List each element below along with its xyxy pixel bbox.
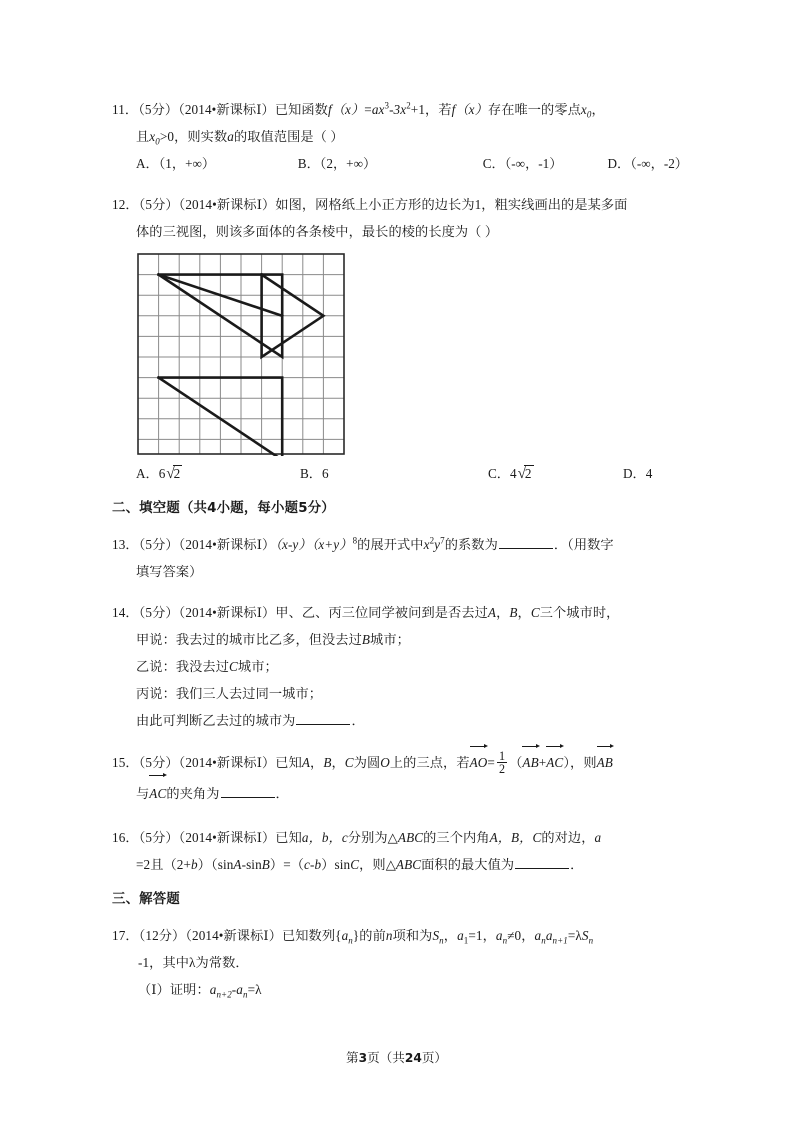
q17-an3: a — [534, 928, 542, 944]
q11-l2-x0-sub: 0 — [155, 136, 160, 147]
q12-option-b-label: B． — [300, 466, 322, 481]
q17-l3-an: a — [236, 982, 243, 998]
question-11-line-2 — [112, 123, 688, 150]
q13-source: （2014•新课标Ⅰ） — [178, 537, 276, 552]
q14-source: （2014•新课标Ⅰ） — [178, 605, 276, 620]
q11-x0-sub: 0 — [586, 109, 592, 120]
q11-option-d-text: （-∞，-2） — [630, 156, 688, 171]
question-14-line-1: 14．（5分）（2014•新课标Ⅰ）甲、乙、丙三位同学被问到是否去过A，B，C三个城市时， — [112, 605, 620, 620]
vector-AC-label: AC — [546, 755, 564, 770]
q13-part-d: ．（用数字 — [553, 537, 614, 552]
q17-source: （2014•新课标Ⅰ） — [185, 928, 282, 944]
q12-option-a[interactable] — [136, 460, 300, 487]
q16-l2-d: -sin — [241, 857, 262, 873]
q15-l1-c: 上的三点，若 — [389, 755, 470, 770]
q16-l2-g: ）sin — [321, 857, 351, 873]
q12-option-a-label: A． — [136, 466, 159, 481]
q17-l1-g: =λ — [567, 928, 582, 944]
footer-prefix: 第 — [345, 1051, 359, 1065]
q11-text-a: 已知函数 — [274, 102, 328, 117]
footer-page-number: 3 — [358, 1051, 368, 1065]
q16-l2-c: ）（sin — [197, 857, 234, 873]
q11-option-b[interactable] — [298, 150, 483, 177]
q16-l1-a: 已知 — [275, 830, 302, 846]
q11-expr-a: ax — [371, 102, 385, 117]
q16-l2-j: ． — [570, 857, 584, 873]
q17-l1-f: ≠0， — [507, 928, 535, 944]
q17-l3-an2-sub: n+2 — [216, 989, 232, 1000]
question-12-line-1: 12．（5分）（2014•新课标Ⅰ）如图，网格纸上小正方形的边长为1，粗实线画出的是某多面 — [112, 197, 628, 212]
q12-source: （2014•新课标Ⅰ） — [178, 197, 276, 212]
spacer-after-q15 — [112, 810, 688, 824]
q15-number: 15 — [112, 755, 126, 770]
q15-point-B: B — [323, 755, 332, 770]
footer-middle: 页（共 — [367, 1051, 405, 1065]
q12-points: （5分） — [138, 197, 179, 212]
q15-point-C: C — [344, 755, 354, 770]
q16-l2-f: - — [310, 857, 315, 873]
q17-an4-sub: n+1 — [552, 935, 568, 946]
vector-AC-2 — [149, 777, 166, 810]
q16-sides: a，b，c — [301, 830, 348, 846]
q16-angles: A，B，C — [489, 830, 542, 846]
vector-AO — [470, 748, 488, 776]
q14-l3-b: 城市； — [237, 659, 278, 674]
q12-option-d[interactable] — [623, 460, 652, 487]
q12-option-d-plain: 4 — [645, 466, 653, 481]
q17-l1-b: }的前 — [352, 928, 386, 944]
q12-option-c-label: C． — [488, 466, 510, 481]
q13-part-b: 的展开式中 — [357, 537, 424, 552]
vector-AB — [522, 748, 538, 776]
q13-text-2: 填写答案） — [136, 564, 203, 579]
q14-l1-b: 三个城市时， — [539, 605, 620, 620]
q11-option-d[interactable] — [608, 150, 688, 177]
q13-answer-blank[interactable] — [499, 537, 553, 549]
q11-expr-c: +1，若 — [410, 102, 452, 117]
question-17 — [112, 922, 688, 1003]
page-content — [112, 96, 688, 1003]
q16-l2-i: 面积的最大值为 — [421, 857, 515, 873]
three-view-grid-figure — [112, 253, 688, 456]
question-14-line-2 — [112, 626, 688, 653]
question-16-line-2 — [112, 851, 688, 878]
fraction-one-half — [497, 750, 507, 776]
q17-an2: a — [495, 928, 503, 944]
q11-option-a[interactable] — [136, 150, 298, 177]
q16-l1-c: 的三个内角 — [423, 830, 490, 846]
q11-option-c-text: （-∞，-1） — [504, 156, 563, 171]
q16-l2-e: ）=（ — [269, 857, 305, 873]
question-11-options — [112, 150, 688, 177]
q11-text-c: ， — [591, 102, 605, 117]
q15-eq: = — [487, 755, 495, 770]
q13-y-sup: 7 — [440, 535, 445, 546]
q17-S2: S — [581, 928, 589, 944]
vector-arrow-icon — [597, 743, 614, 749]
q11-x0: x — [580, 102, 587, 117]
q16-side-a: a — [594, 830, 602, 846]
q13-part-a: （x-y）（x+y） — [275, 537, 353, 552]
q14-sep-1: ， — [496, 605, 510, 620]
q12-option-c-radicand: 2 — [524, 466, 532, 481]
q16-l2-h: ，则 — [359, 857, 386, 873]
question-13-line-2 — [112, 558, 688, 585]
page-footer — [0, 1047, 793, 1066]
q17-an-sub: n — [348, 935, 353, 946]
q11-eq: = — [364, 102, 372, 117]
q17-l3-c: =λ — [247, 982, 262, 998]
q17-l3-a: （Ⅰ）证明： — [138, 982, 210, 998]
vector-AB-label: AB — [522, 755, 539, 770]
q15-sep-1: ， — [310, 755, 324, 770]
q12-text-1: 如图，网格纸上小正方形的边长为1，粗实线画出的是某多面 — [275, 197, 628, 212]
q17-a1: a — [457, 928, 464, 944]
q14-l4: 丙说：我们三人去过同一城市； — [136, 686, 323, 701]
q11-fx2: f（x） — [451, 102, 488, 117]
q11-text-b: 存在唯一的零点 — [487, 102, 581, 117]
q17-S: S — [432, 928, 440, 944]
q11-option-c[interactable] — [483, 150, 608, 177]
q11-points: （5分） — [138, 102, 179, 117]
vector-AC — [546, 748, 563, 776]
q17-an: a — [341, 928, 349, 944]
spacer-after-q13 — [112, 585, 688, 599]
q17-l1-a: 已知数列{ — [281, 928, 342, 944]
vector-AB-2 — [597, 748, 613, 776]
vector-arrow-icon — [522, 743, 539, 749]
q13-x-sup: 2 — [429, 535, 435, 546]
q17-S2-sub: n — [588, 935, 594, 946]
q17-l1-e: =1， — [468, 928, 496, 944]
q14-city-B: B — [509, 605, 518, 620]
grid-lines — [138, 254, 344, 454]
q16-answer-blank[interactable] — [515, 857, 569, 869]
q16-l2-b2: b — [314, 857, 322, 873]
q11-option-b-text: （2，+∞） — [319, 156, 377, 171]
q16-l2-a: =2且（2+ — [136, 857, 192, 873]
q15-plus: + — [538, 755, 547, 770]
q17-number: 17 — [112, 928, 126, 944]
spacer-after-sec3 — [112, 913, 688, 922]
question-17-line-1: 17．（12分）（2014•新课标Ⅰ）已知数列$\{a_n\}$的前n项和为$S_n$，$a_1=1$，$a_n\ne 0$，$a_na_{n+1}=\lambda S_n$ — [112, 928, 594, 946]
question-13 — [112, 531, 688, 585]
q14-sep-2: ， — [517, 605, 531, 620]
q15-answer-blank[interactable] — [221, 786, 275, 798]
footer-suffix: 页） — [421, 1051, 447, 1065]
vector-arrow-icon — [546, 743, 564, 749]
q13-sup-8: 8 — [352, 535, 358, 546]
q12-number: 12 — [112, 197, 126, 212]
q13-y-var: y — [434, 537, 441, 552]
q17-l2: -1，其中λ为常数． — [138, 955, 249, 971]
q15-source: （2014•新课标Ⅰ） — [178, 755, 276, 770]
q16-l1-b: 分别为 — [347, 830, 388, 846]
q11-source: （2014•新课标Ⅰ） — [178, 102, 275, 117]
q11-expr-b-sup: 2 — [406, 100, 411, 111]
spacer-after-sec2 — [112, 522, 688, 531]
q12-option-a-coef: 6 — [158, 466, 166, 481]
q11-option-a-text: （1，+∞） — [158, 156, 216, 171]
vector-AO-label: AO — [469, 755, 488, 770]
q13-points: （5分） — [138, 537, 179, 552]
q17-l3-an-sub: n — [242, 989, 248, 1000]
question-16-line-1: 16．（5分）（2014•新课标Ⅰ）已知a，b，c分别为△ABC的三个内角A，B，C的对边，a — [112, 830, 602, 846]
question-14-line-3 — [112, 653, 688, 680]
q14-l5-b: ． — [351, 713, 365, 728]
q15-circle-O: O — [380, 755, 390, 770]
q14-l2-a: 甲说：我去过的城市比乙多，但没去过 — [136, 632, 362, 647]
q17-l3-b: - — [231, 982, 237, 998]
q15-l1-a: 已知 — [275, 755, 302, 770]
section-2-heading: 二、填空题（共4小题，每小题5分） — [112, 501, 335, 516]
vector-arrow-icon — [470, 743, 489, 749]
q14-l1-a: 甲、乙、丙三位同学被问到是否去过 — [275, 605, 488, 620]
q17-an4: a — [545, 928, 553, 944]
q14-city-A: A — [487, 605, 497, 620]
q17-l3-an2: a — [209, 982, 217, 998]
q13-x-var: x — [423, 537, 430, 552]
q11-l2-c: 的取值范围是（ ） — [233, 129, 344, 144]
spacer-after-q16 — [112, 878, 688, 887]
q12-option-a-radicand: 2 — [173, 466, 181, 481]
question-16 — [112, 824, 688, 878]
q15-l2-c: ． — [275, 786, 289, 802]
question-17-line-2 — [112, 949, 688, 976]
q15-sep-2: ， — [331, 755, 345, 770]
q16-l2-b: b — [191, 857, 198, 873]
q14-points: （5分） — [138, 605, 179, 620]
q17-S-sub: n — [439, 935, 444, 946]
vector-AB-2-label: AB — [596, 755, 613, 770]
q11-number: 11 — [112, 102, 125, 117]
q17-a1-sub: 1 — [463, 935, 469, 946]
q16-points: （5分） — [138, 830, 179, 846]
q15-point-A: A — [301, 755, 311, 770]
q11-expr-a-sup: 3 — [384, 100, 390, 111]
fraction-denominator: 2 — [498, 762, 506, 777]
q17-an3-sub: n — [541, 935, 546, 946]
q11-l2-var: a — [227, 129, 234, 144]
q14-l3-city-C: C — [229, 659, 238, 674]
q16-number: 16 — [112, 830, 126, 846]
q14-city-C: C — [530, 605, 540, 620]
q15-points: （5分） — [138, 755, 179, 770]
question-13-line-1: 13．（5分）（2014•新课标$Ⅰ)(x-y)(x+y)^8$的展开式中$x^2y^7$的系数为 ．（用数字 — [112, 535, 614, 552]
section-3-heading: 三、解答题 — [112, 892, 180, 908]
q11-l2-x0: x — [149, 129, 156, 144]
question-12-line-2 — [112, 218, 688, 245]
q17-an2-sub: n — [502, 935, 508, 946]
q17-l1-c: 项和为 — [392, 928, 433, 944]
q16-l2-B: B — [261, 857, 270, 873]
question-12-options — [112, 460, 688, 487]
q16-l2-c2: c — [304, 857, 311, 873]
q16-l2-A: A — [233, 857, 242, 873]
q12-option-b[interactable] — [300, 460, 488, 487]
q15-l2-a: 与 — [136, 786, 150, 802]
q15-l1-b: 为圆 — [353, 755, 381, 770]
question-14-line-5 — [112, 707, 688, 734]
question-11 — [112, 96, 688, 177]
q16-l2-C: C — [350, 857, 360, 873]
q16-source: （2014•新课标Ⅰ） — [178, 830, 276, 846]
q12-option-c-coef: 4 — [509, 466, 517, 481]
question-15-line-2 — [112, 777, 688, 810]
question-15 — [112, 748, 688, 810]
q11-option-b-label: B． — [297, 156, 320, 171]
q12-option-c[interactable] — [488, 460, 623, 487]
question-14 — [112, 599, 688, 734]
q11-expr-b: -3x — [389, 102, 407, 117]
vector-AC-2-label: AC — [149, 786, 167, 802]
q15-paren-open: （ — [509, 755, 523, 770]
q11-option-d-label: D． — [607, 156, 631, 171]
question-17-line-3 — [112, 976, 688, 1003]
three-view-svg — [137, 253, 345, 456]
q12-text-2: 体的三视图，则该多面体的各条棱中，最长的棱的长度为（ ） — [136, 224, 499, 239]
q12-option-a-radical: √2 — [166, 465, 181, 482]
q17-points: （12分） — [138, 928, 186, 944]
q11-option-a-label: A． — [136, 156, 159, 171]
footer-total-pages: 24 — [404, 1051, 422, 1065]
q16-l1-d: 的对边， — [541, 830, 595, 846]
question-15-line-1: 15．（5分）（2014•新课标Ⅰ）已知A，B，C为圆O上的三点，若 AO= $\frac{1}{2}$ （ AB+ AC），则 AB — [112, 748, 688, 777]
q17-n: n — [385, 928, 393, 944]
question-11-line-1: 11．（5分）（2014•新课标Ⅰ）已知函数$f(x)=ax^3-3x^2+1$，若f（x）存在唯一的零点$x_0$， — [112, 100, 605, 120]
q15-l2-b: 的夹角为 — [166, 786, 220, 802]
q14-l2-city-B: B — [361, 632, 371, 647]
q11-fx: f（x） — [327, 102, 365, 117]
q14-number: 14 — [112, 605, 126, 620]
q14-l3-a: 乙说：我没去过 — [136, 659, 230, 674]
q12-option-b-plain: 6 — [321, 466, 329, 481]
q14-l2-b: 城市； — [370, 632, 410, 647]
q12-option-c-radical: √2 — [517, 465, 532, 482]
q16-triangle-1: △ABC — [387, 830, 424, 846]
question-12 — [112, 191, 688, 487]
spacer-after-q11 — [112, 177, 688, 191]
vector-arrow-icon — [149, 772, 167, 778]
q13-part-c: 的系数为 — [444, 537, 498, 552]
q11-l2-b: >0，则实数 — [159, 129, 228, 144]
q14-l5-a: 由此可判断乙去过的城市为 — [136, 713, 296, 728]
q14-answer-blank[interactable] — [296, 713, 350, 725]
fraction-numerator: 1 — [498, 748, 506, 763]
q12-option-d-label: D． — [623, 466, 646, 481]
q11-option-c-label: C． — [482, 156, 505, 171]
q13-number: 13 — [112, 537, 126, 552]
q15-paren-close: ），则 — [563, 755, 597, 770]
q16-triangle-2: △ABC — [385, 857, 422, 873]
q11-l2-a: 且 — [136, 129, 150, 144]
q17-l1-d: ， — [443, 928, 458, 944]
question-14-line-4 — [112, 680, 688, 707]
spacer-after-q12 — [112, 487, 688, 496]
